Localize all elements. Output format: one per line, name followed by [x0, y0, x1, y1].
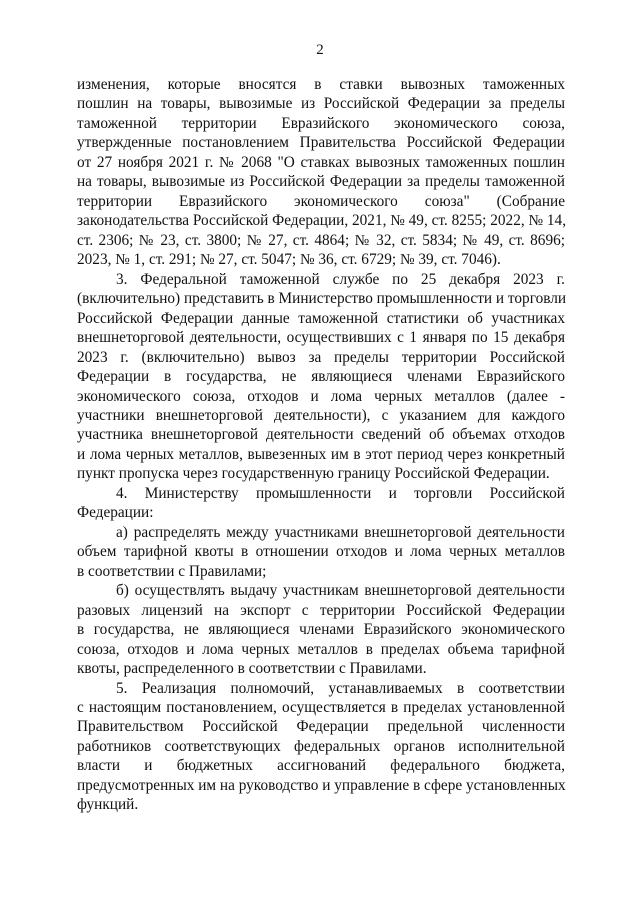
text-line: территории Евразийского экономического союза" (Собрание: [77, 192, 565, 210]
text-line: власти и бюджетных ассигнований федерального бюджета,: [77, 757, 565, 775]
text-line: на товары, вывозимые из Российской Федерации за пределы таможенной: [77, 173, 565, 191]
text-line: внешнеторговой деятельности, осуществивших с 1 января по 15 декабря: [77, 329, 565, 347]
text-line: 4. Министерству промышленности и торговли Российской: [116, 484, 565, 502]
text-line: ст. 2306; № 23, ст. 3800; № 27, ст. 4864; № 32, ст. 5834; № 49, ст. 8696;: [77, 231, 565, 249]
text-line: 2023, № 1, ст. 291; № 27, ст. 5047; № 36, ст. 6729; № 39, ст. 7046).: [77, 251, 501, 269]
text-line: участника внешнеторговой деятельности сведений об объемах отходов: [77, 426, 565, 444]
text-line: утвержденные постановлением Правительства Российской Федерации: [77, 134, 565, 152]
text-line: разовых лицензий на экспорт с территории Российской Федерации: [77, 601, 565, 619]
text-line: Федерации в государства, не являющиеся членами Евразийского: [77, 368, 565, 386]
text-line: Правительством Российской Федерации предельной численности: [77, 718, 565, 736]
text-line: 5. Реализация полномочий, устанавливаемых в соответствии: [116, 679, 565, 697]
text-line: от 27 ноября 2021 г. № 2068 "О ставках вывозных таможенных пошлин: [77, 153, 565, 171]
text-line: 3. Федеральной таможенной службе по 25 декабря 2023 г.: [116, 270, 565, 288]
page-number: 2: [316, 42, 324, 58]
text-line: работников соответствующих федеральных органов исполнительной: [77, 737, 565, 755]
text-line: предусмотренных им на руководство и управление в сфере установленных: [77, 776, 566, 794]
text-line: таможенной территории Евразийского экономического союза,: [77, 114, 565, 132]
text-line: б) осуществлять выдачу участникам внешнеторговой деятельности: [116, 582, 565, 600]
text-line: пункт пропуска через государственную границу Российской Федерации.: [77, 465, 550, 483]
text-line: и лома черных металлов, вывезенных им в этот период через конкретный: [77, 445, 565, 463]
text-line: квоты, распределенного в соответствии с Правилами.: [77, 660, 427, 678]
text-line: в государства, не являющиеся членами Евразийского экономического: [77, 621, 565, 639]
text-line: Федерации:: [77, 504, 154, 522]
text-line: с настоящим постановлением, осуществляется в пределах установленной: [77, 699, 565, 716]
text-line: пошлин на товары, вывозимые из Российской Федерации за пределы: [77, 95, 565, 113]
text-line: 2023 г. (включительно) вывоз за пределы территории Российской: [77, 348, 565, 366]
text-line: экономического союза, отходов и лома черных металлов (далее -: [77, 387, 565, 405]
text-line: участники внешнеторговой деятельности), с указанием для каждого: [77, 406, 565, 424]
body-text: [77, 75, 565, 815]
text-line: изменения, которые вносятся в ставки вывозных таможенных: [77, 76, 565, 93]
text-line: а) распределять между участниками внешнеторговой деятельности: [116, 523, 565, 541]
text-line: функций.: [77, 796, 139, 814]
text-line: в соответствии с Правилами;: [77, 562, 267, 580]
text-line: Российской Федерации данные таможенной статистики об участниках: [77, 309, 565, 327]
text-line: (включительно) представить в Министерство промышленности и торговли: [77, 290, 567, 308]
text-line: союза, отходов и лома черных металлов в пределах объема тарифной: [77, 640, 565, 658]
text-line: объем тарифной квоты в отношении отходов и лома черных металлов: [77, 543, 565, 561]
text-line: законодательства Российской Федерации, 2021, № 49, ст. 8255; 2022, № 14,: [77, 212, 567, 230]
